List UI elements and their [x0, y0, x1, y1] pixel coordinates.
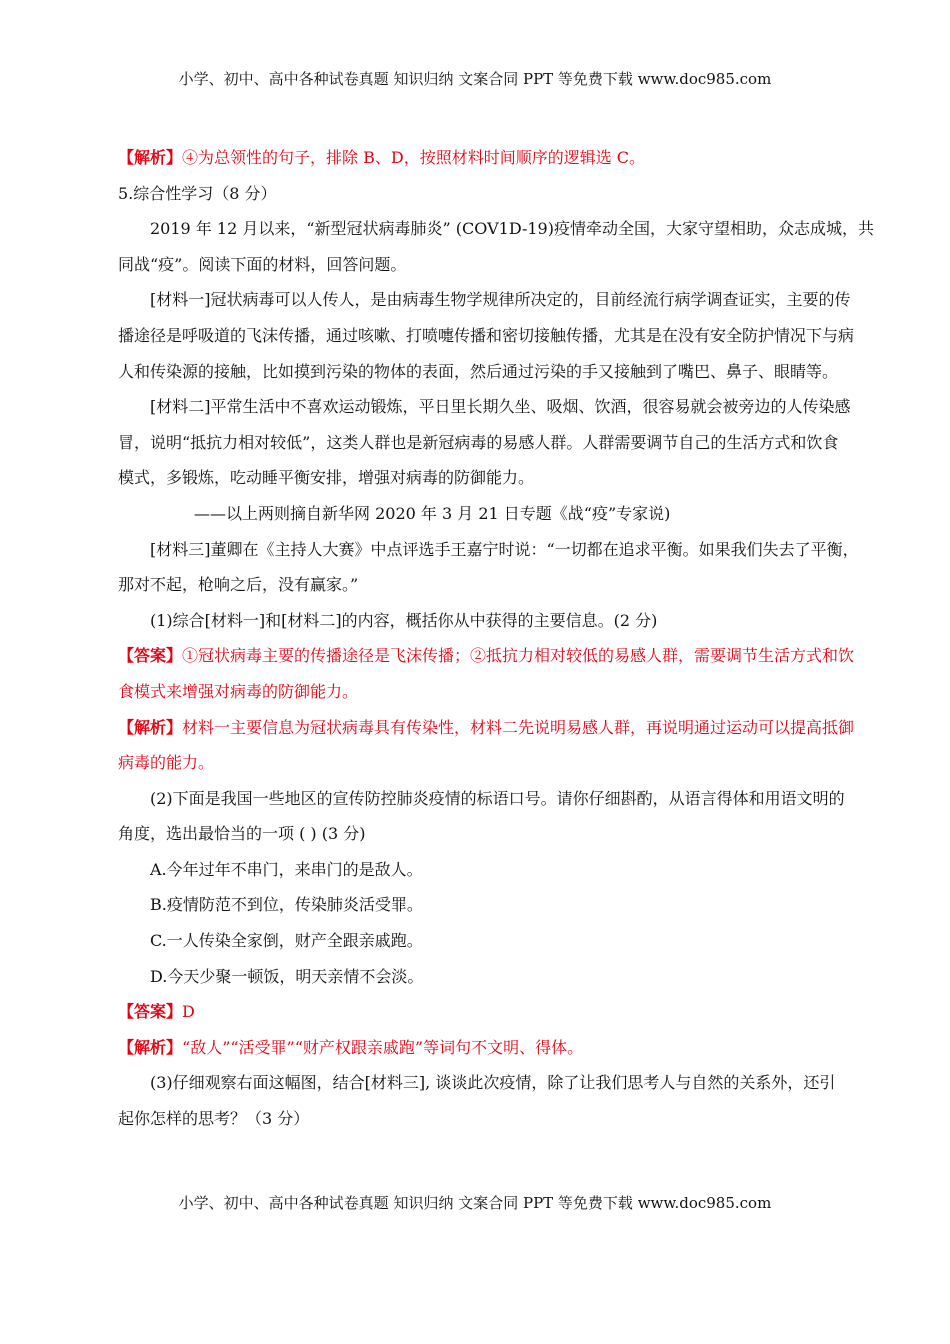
material-2-line: 冒，说明“抵抗力相对较低”，这类人群也是新冠病毒的易感人群。人群需要调节自己的生活方式和饮食: [118, 432, 839, 452]
document-body: [118, 140, 874, 1137]
analysis-tag: 【解析】: [118, 1037, 183, 1057]
intro-line: 2019 年 12 月以来，“新型冠状病毒肺炎” (COV1D-19)疫情牵动全国，大家守望相助，众志成城，共: [150, 219, 874, 239]
q2-analysis: [118, 1030, 863, 1066]
analysis-tag: 【解析】: [118, 717, 183, 737]
material-3-line: 那对不起，枪响之后，没有赢家。”: [118, 575, 359, 595]
answer-tag: 【答案】: [118, 1002, 183, 1022]
answer-tag: 【答案】: [118, 646, 183, 666]
material-1-line: [材料一]冠状病毒可以人传人，是由病毒生物学规律所决定的，目前经流行病学调查证实，主要的传: [150, 290, 851, 310]
subquestion-1: (1)综合[材料一]和[材料二]的内容，概括你从中获得的主要信息。(2 分): [150, 610, 658, 630]
q1-answer-line: 食模式来增强对病毒的防御能力。: [118, 681, 359, 701]
option-d: D.今天少聚一顿饭，明天亲情不会淡。: [150, 966, 424, 986]
material-3-line: [材料三]董卿在《主持人大赛》中点评选手王嘉宁时说：“一切都在追求平衡。如果我们失去了平衡，: [150, 539, 859, 559]
subquestion-2: 角度，选出最恰当的一项 ( ) (3 分): [118, 824, 366, 844]
analysis-text: 材料一主要信息为冠状病毒具有传染性，材料二先说明易感人群，再说明通过运动可以提高抵御: [182, 717, 855, 737]
analysis-text: “敌人”“活受罪”“财产权跟亲戚跑”等词句不文明、得体。: [182, 1037, 584, 1057]
analysis-tag: 【解析】: [118, 148, 183, 167]
answer-text: D: [182, 1002, 195, 1022]
subquestion-3: 起你怎样的思考？（3 分）: [118, 1109, 310, 1129]
q1-analysis-line: 病毒的能力。: [118, 753, 215, 773]
source-citation: ——以上两则摘自新华网 2020 年 3 月 21 日专题《战“疫”专家说): [194, 503, 671, 523]
option-a: A.今年过年不串门，来串门的是敌人。: [150, 859, 423, 879]
q1-analysis-line: [118, 710, 863, 746]
subquestion-2: (2)下面是我国一些地区的宣传防控肺炎疫情的标语口号。请你仔细斟酌，从语言得体和用语文明的: [150, 788, 845, 808]
subquestion-3: (3)仔细观察右面这幅图，结合[材料三], 谈谈此次疫情，除了让我们思考人与自然的关系外，还引: [150, 1073, 836, 1093]
material-1-line: 人和传染源的接触，比如摸到污染的物体的表面，然后通过污染的手又接触到了嘴巴、鼻子、眼睛等。: [118, 361, 839, 381]
material-2-line: 模式，多锻炼，吃动睡平衡安排，增强对病毒的防御能力。: [118, 468, 535, 488]
material-1-line: 播途径是呼吸道的飞沫传播，通过咳嗽、打喷嚏传播和密切接触传播，尤其是在没有安全防护情况下与病: [118, 325, 855, 345]
material-2-line: [材料二]平常生活中不喜欢运动锻炼，平日里长期久坐、吸烟、饮酒，很容易就会被旁边的人传染感: [150, 397, 851, 417]
question-5-title: 5.综合性学习（8 分）: [118, 183, 277, 203]
intro-line: 同战“疫”。阅读下面的材料，回答问题。: [118, 254, 407, 274]
page-footer: 小学、初中、高中各种试卷真题 知识归纳 文案合同 PPT 等免费下载 www.doc985.com: [178, 1194, 772, 1212]
answer-text: ①冠状病毒主要的传播途径是飞沫传播；②抵抗力相对较低的易感人群，需要调节生活方式和饮: [182, 646, 855, 666]
q2-answer: [118, 994, 863, 1030]
page-header: 小学、初中、高中各种试卷真题 知识归纳 文案合同 PPT 等免费下载 www.doc985.com: [178, 70, 772, 88]
q1-answer-line: [118, 638, 863, 674]
option-c: C.一人传染全家倒，财产全跟亲戚跑。: [150, 931, 423, 951]
option-b: B.疫情防范不到位，传染肺炎活受罪。: [150, 895, 423, 915]
prev-analysis: [118, 140, 863, 176]
analysis-text: ④为总领性的句子，排除 B、D，按照材料时间顺序的逻辑选 C。: [182, 148, 646, 167]
